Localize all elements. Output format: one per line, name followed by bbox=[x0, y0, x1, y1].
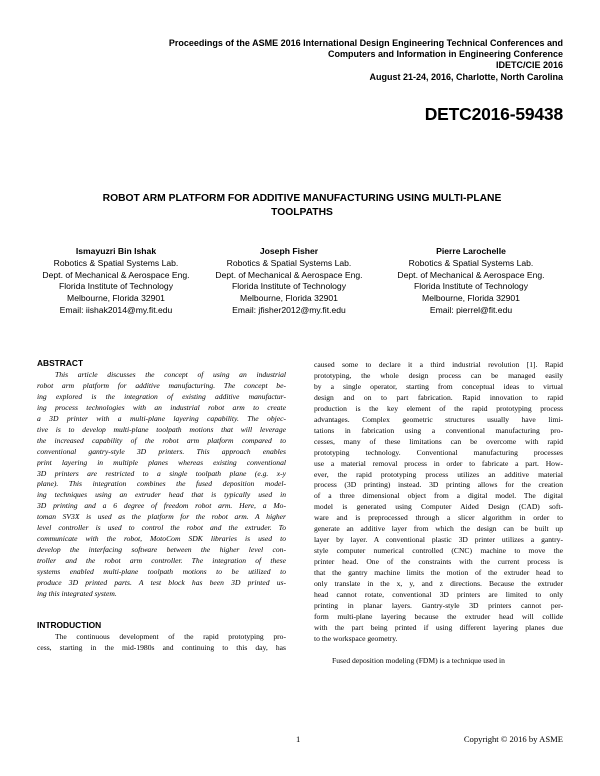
abstract-line: develop the interfacing software between the higher level con- bbox=[37, 545, 286, 555]
introduction-body bbox=[37, 632, 286, 654]
author-name: Pierre Larochelle bbox=[436, 246, 506, 256]
author-name: Ismayuzri Bin Ishak bbox=[75, 246, 157, 256]
title-line: ROBOT ARM PLATFORM FOR ADDITIVE MANUFACTURING USING MULTI-PLANE bbox=[102, 193, 502, 204]
body-line: of a three dimensional object from a digital model. The digital bbox=[314, 491, 563, 501]
abstract-line: ing process technologies with an industrial robot arm to create bbox=[37, 402, 286, 412]
abstract-line: toman SV3X is used as the platform for the robot arm. A higher bbox=[37, 512, 286, 522]
abstract-line: communicate with the robot, MotoCom SDK libraries is used to bbox=[37, 534, 286, 544]
abstract-line: 3D printing and a 6 degree of freedom robot arm. Here, a Mo- bbox=[37, 501, 286, 511]
author-institute: Florida Institute of Technology bbox=[413, 281, 528, 292]
abstract-line: plane). This integration combines the fused deposition model- bbox=[37, 479, 286, 489]
body-line: Fused deposition modeling (FDM) is a technique used in bbox=[332, 655, 505, 665]
body-line: tations in fabrication using a conventional manufacturing pro- bbox=[314, 425, 563, 435]
body-line: by a single operator, starting from conceptual ideas to virtual bbox=[314, 381, 563, 391]
body-line: generate an additive layer from which the design can be built up bbox=[314, 524, 563, 534]
abstract-line: conventional gantry-style 3D printers. This approach enables bbox=[37, 446, 286, 456]
copyright-notice: Copyright © 2016 by ASME bbox=[463, 734, 563, 744]
abstract-line: systems enabled multi-plane toolpath motions to be utilized to bbox=[37, 567, 286, 577]
author-city: Melbourne, Florida 32901 bbox=[422, 293, 520, 304]
abstract-line: a 3D printer with a multi-plane layering capability. The objec- bbox=[37, 413, 286, 423]
author-institute: Florida Institute of Technology bbox=[58, 281, 173, 292]
title-line: TOOLPATHS bbox=[271, 206, 333, 218]
body-line: to the workspace geometry. bbox=[314, 633, 398, 643]
author-block bbox=[16, 246, 216, 317]
abstract-heading: ABSTRACT bbox=[37, 358, 84, 368]
body-line: caused some to declare it a third industrial revolution [1]. Rapid bbox=[314, 360, 563, 369]
body-line: only translate in the x, y, and z directions. Because the extruder bbox=[314, 579, 563, 589]
right-column bbox=[314, 360, 563, 667]
abstract-line: ing explored is the integration of existing additive manufactur- bbox=[37, 391, 286, 401]
abstract-line: print layering in multiple planes whereas existing conventional bbox=[37, 457, 286, 467]
body-line: ever, the rapid prototyping process utilizes an additive material bbox=[314, 469, 563, 479]
left-column bbox=[37, 358, 286, 654]
body-line: prototyping, the whole design process can be managed easily bbox=[314, 370, 563, 380]
author-email: Email: jfisher2012@my.fit.edu bbox=[232, 304, 346, 315]
body-line: form multi-plane layering because the extruder head will collide bbox=[314, 611, 563, 621]
intro-line: cess, starting in the mid-1980s and continuing to this day, has bbox=[37, 642, 286, 652]
author-email: Email: pierrel@fit.edu bbox=[429, 304, 513, 315]
body-line: production is the key element of the rapid prototyping process bbox=[314, 403, 563, 413]
abstract-line: ing techniques using an extruder head that is typically used in bbox=[37, 490, 286, 500]
body-line: model is generated using Computer Aided Design (CAD) soft- bbox=[314, 502, 563, 512]
author-institute: Florida Institute of Technology bbox=[231, 281, 346, 292]
author-lab: Robotics & Spatial Systems Lab. bbox=[53, 257, 179, 268]
body-line: prototyping technology. Conventional manufacturing processes bbox=[314, 447, 563, 457]
proceedings-line: IDETC/CIE 2016 bbox=[495, 60, 563, 71]
abstract-line: ing this integrated system. bbox=[37, 589, 117, 599]
author-lab: Robotics & Spatial Systems Lab. bbox=[226, 257, 352, 268]
body-line: advantages. Complex geometric structures usually have limi- bbox=[314, 414, 563, 424]
author-block bbox=[371, 246, 571, 317]
introduction-heading: INTRODUCTION bbox=[37, 619, 102, 630]
body-line: ware and is preprocessed through a slicer algorithm in order to bbox=[314, 513, 563, 523]
body-line: with the part being printed if using different layering planes due bbox=[314, 622, 563, 632]
body-line: cesses, many of these limitations can be overcome with rapid bbox=[314, 436, 563, 446]
author-block bbox=[189, 246, 389, 317]
abstract-line: the increased capability of the robot arm platform compared to bbox=[37, 435, 286, 445]
paper-title bbox=[40, 192, 564, 219]
author-dept: Dept. of Mechanical & Aerospace Eng. bbox=[397, 269, 545, 280]
author-name: Joseph Fisher bbox=[259, 246, 319, 256]
body-line: layer by layer. A conventional plastic 3D printer utilizes a gantry- bbox=[314, 535, 563, 545]
body-line: that the gantry machine limits the motion of the extruder head to bbox=[314, 568, 563, 578]
abstract-line: robot arm platform for additive manufacturing. The concept be- bbox=[37, 380, 286, 390]
page-number: 1 bbox=[296, 734, 301, 744]
abstract-line: produce 3D printed parts. A test block has been 3D printed us- bbox=[37, 578, 286, 588]
body-line: style computer numerical controlled (CNC) machine to move the bbox=[314, 546, 563, 556]
intro-line: The continuous development of the rapid prototyping pro- bbox=[55, 631, 286, 641]
author-dept: Dept. of Mechanical & Aerospace Eng. bbox=[215, 269, 363, 280]
abstract-line: troller and the robot arm controller. The integration of these bbox=[37, 556, 286, 566]
body-line: process (3D printing) instead. 3D printing allows for the creation bbox=[314, 480, 563, 490]
body-line: design and on to part fabrication. Rapid innovation to rapid bbox=[314, 392, 563, 402]
proceedings-line: Proceedings of the ASME 2016 International Design Engineering Technical Conferences and bbox=[168, 38, 563, 48]
author-city: Melbourne, Florida 32901 bbox=[67, 293, 165, 304]
proceedings-line: Computers and Information in Engineering Conference bbox=[327, 49, 563, 60]
body-line: printer head. One of the constraints with the current process is bbox=[314, 557, 563, 567]
author-email: Email: iishak2014@my.fit.edu bbox=[59, 304, 173, 315]
abstract-line: level controller is used to control the robot and the extruder. To bbox=[37, 523, 286, 533]
body-line: head cannot rotate, conventional 3D printers are limited to only bbox=[314, 590, 563, 600]
proceedings-line: August 21-24, 2016, Charlotte, North Carolina bbox=[369, 71, 563, 82]
body-line: use a material removal process in order to fabricate a part. How- bbox=[314, 458, 563, 468]
body-line: printing in planar layers. Gantry-style 3D printers cannot per- bbox=[314, 600, 563, 610]
proceedings-header bbox=[169, 38, 563, 83]
author-city: Melbourne, Florida 32901 bbox=[240, 293, 338, 304]
author-dept: Dept. of Mechanical & Aerospace Eng. bbox=[42, 269, 190, 280]
author-lab: Robotics & Spatial Systems Lab. bbox=[408, 257, 534, 268]
abstract-line: 3D printers are restricted to a single toolpath plane (e.g. x-y bbox=[37, 468, 286, 478]
abstract-body bbox=[37, 370, 286, 600]
paper-id: DETC2016-59438 bbox=[424, 104, 563, 124]
abstract-line: tive is to develop multi-plane toolpath motions that will leverage bbox=[37, 424, 286, 434]
abstract-line: This article discusses the concept of using an industrial bbox=[55, 369, 286, 379]
